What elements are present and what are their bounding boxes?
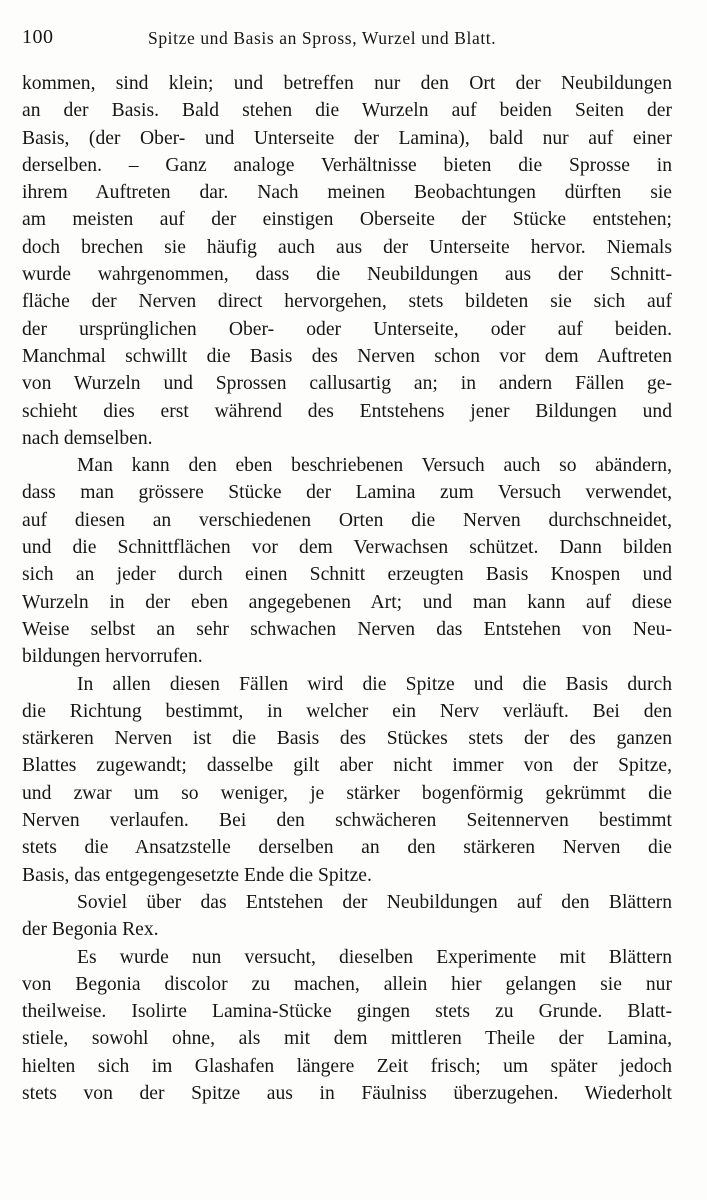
body-text [22,70,672,1107]
text-line: nach demselben. [22,427,153,449]
paragraph-2 [22,452,672,670]
text-line: derselben. – Ganz analoge Verhältnisse bieten die Sprosse in [22,154,672,176]
text-line: Es wurde nun versucht, dieselben Experimente mit Blättern [77,946,672,968]
text-line: und die Schnittflächen vor dem Verwachsen schützet. Dann bilden [22,537,672,559]
paragraph-4 [22,889,672,944]
text-line: von Wurzeln und Sprossen callusartig an; in andern Fällen ge- [22,373,672,395]
page-number: 100 [22,26,54,48]
text-line: schieht dies erst während des Entstehens jener Bildungen und [22,400,672,422]
text-line: an der Basis. Bald stehen die Wurzeln auf beiden Seiten der [22,100,672,122]
text-line: der ursprünglichen Ober- oder Unterseite, oder auf beiden. [22,318,672,340]
text-line: Manchmal schwillt die Basis des Nerven schon vor dem Auftreten [22,345,672,367]
text-line: Soviel über das Entstehen der Neubildungen auf den Blättern [77,891,672,913]
text-line: und zwar um so weniger, je stärker bogenförmig gekrümmt die [22,782,672,804]
text-line: dass man grössere Stücke der Lamina zum Versuch verwendet, [22,482,672,504]
text-line: Blattes zugewandt; dasselbe gilt aber nicht immer von der Spitze, [22,755,672,777]
page-header [22,26,662,56]
text-line: doch brechen sie häufig auch aus der Unterseite hervor. Niemals [22,236,672,258]
text-line: Basis, (der Ober- und Unterseite der Lamina), bald nur auf einer [22,127,672,149]
text-line: hielten sich im Glashafen längere Zeit frisch; um später jedoch [22,1055,672,1077]
text-line: der Begonia Rex. [22,919,159,941]
text-line: Basis, das entgegengesetzte Ende die Spitze. [22,864,372,886]
text-line: In allen diesen Fällen wird die Spitze und die Basis durch [77,673,672,695]
text-line: bildungen hervorrufen. [22,646,203,668]
text-line: stets von der Spitze aus in Fäulniss überzugehen. Wiederholt [22,1082,672,1104]
text-line: von Begonia discolor zu machen, allein hier gelangen sie nur [22,973,672,995]
text-line: theilweise. Isolirte Lamina-Stücke gingen stets zu Grunde. Blatt- [22,1001,672,1023]
running-head: Spitze und Basis an Spross, Wurzel und Blatt. [148,28,497,48]
paragraph-3 [22,671,672,889]
text-line: Wurzeln in der eben angegebenen Art; und man kann auf diese [22,591,672,613]
text-line: sich an jeder durch einen Schnitt erzeugten Basis Knospen und [22,564,672,586]
text-line: die Richtung bestimmt, in welcher ein Nerv verläuft. Bei den [22,700,672,722]
text-line: auf diesen an verschiedenen Orten die Nerven durchschneidet, [22,509,672,531]
text-line: stärkeren Nerven ist die Basis des Stückes stets der des ganzen [22,728,672,750]
paragraph-5 [22,944,672,1108]
text-line: wurde wahrgenommen, dass die Neubildungen aus der Schnitt- [22,264,672,286]
text-line: Weise selbst an sehr schwachen Nerven das Entstehen von Neu- [22,618,672,640]
text-line: Nerven verlaufen. Bei den schwächeren Seitennerven bestimmt [22,810,672,832]
text-line: stets die Ansatzstelle derselben an den stärkeren Nerven die [22,837,672,859]
text-line: stiele, sowohl ohne, als mit dem mittleren Theile der Lamina, [22,1028,672,1050]
text-line: ihrem Auftreten dar. Nach meinen Beobachtungen dürften sie [22,182,672,204]
text-line: fläche der Nerven direct hervorgehen, stets bildeten sie sich auf [22,291,672,313]
text-line: kommen, sind klein; und betreffen nur den Ort der Neubildungen [22,73,672,94]
text-line: am meisten auf der einstigen Oberseite der Stücke entstehen; [22,209,672,231]
paragraph-1 [22,70,672,452]
text-line: Man kann den eben beschriebenen Versuch auch so abändern, [77,455,672,477]
